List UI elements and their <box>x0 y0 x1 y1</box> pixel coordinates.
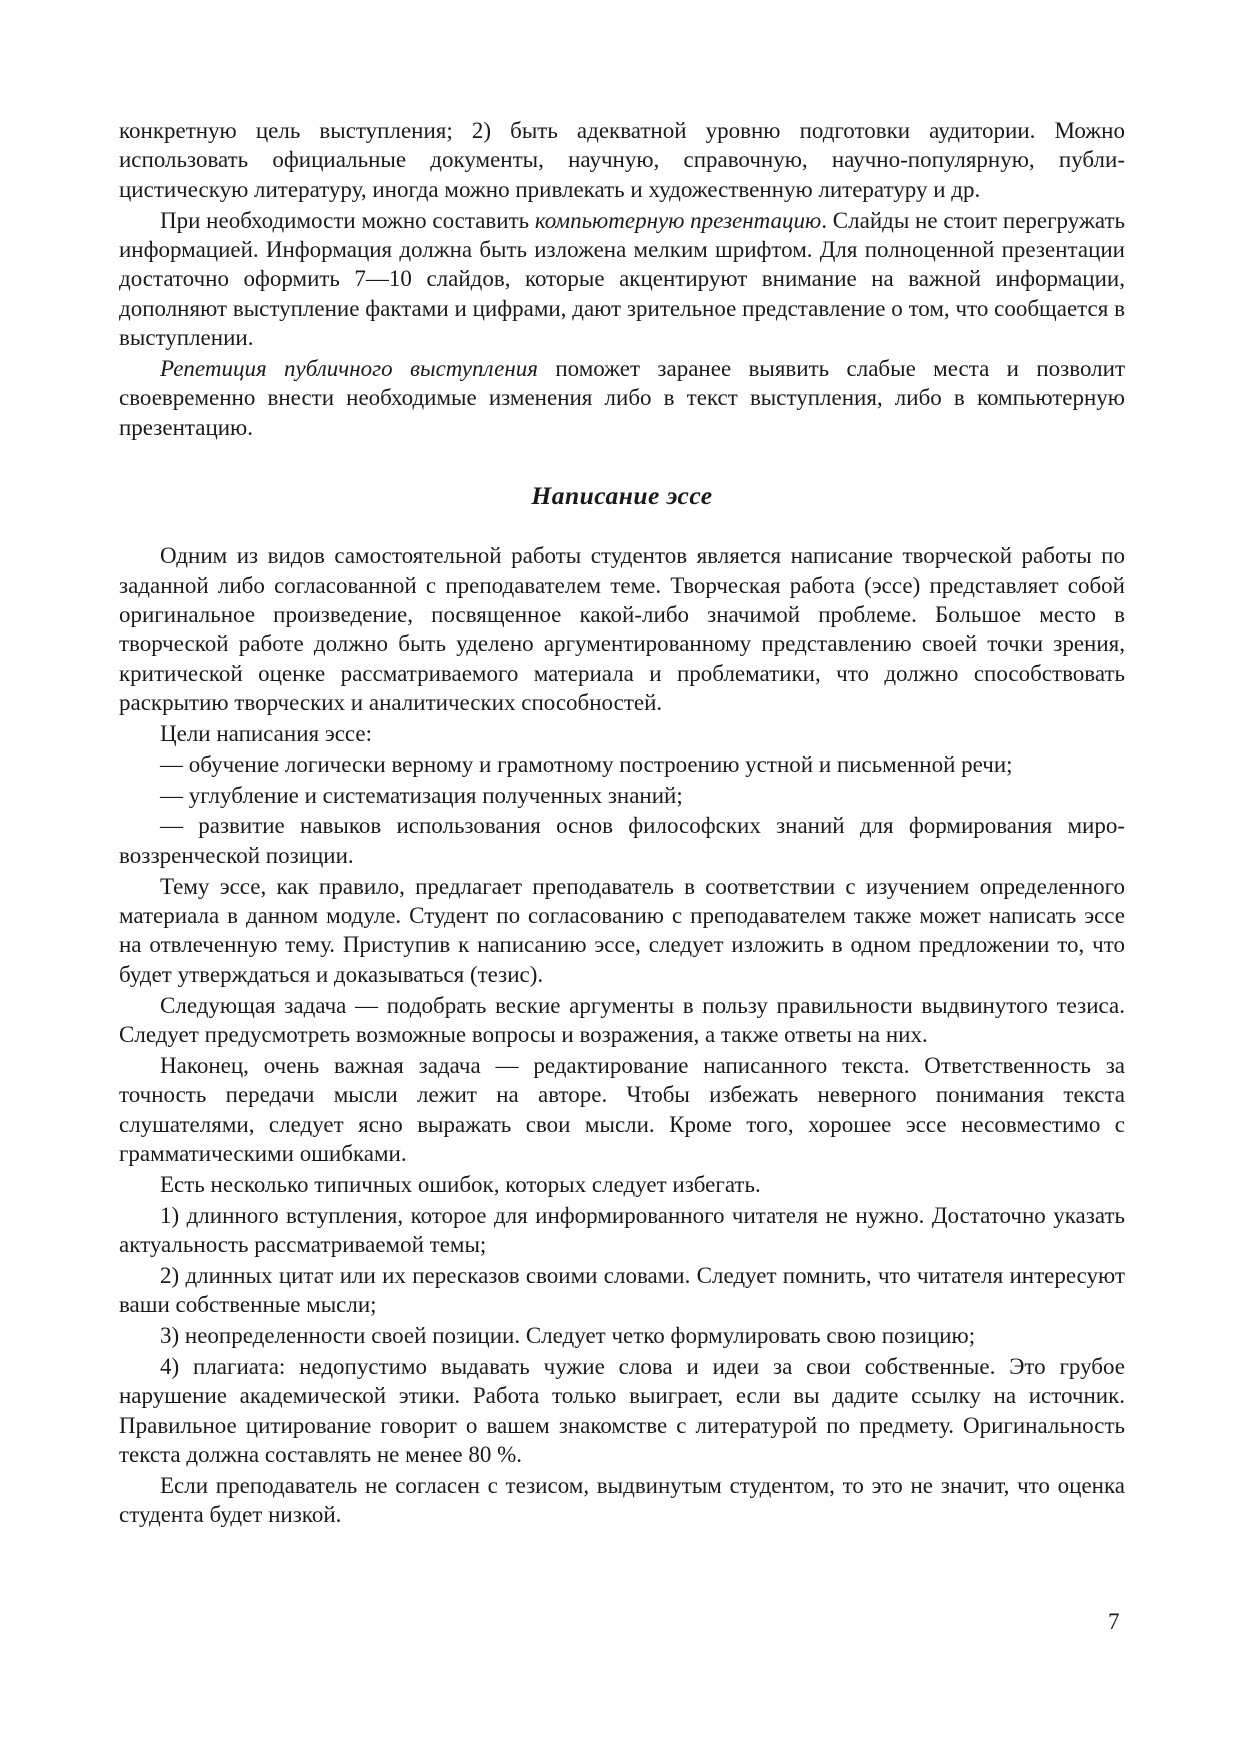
paragraph-presentation <box>119 206 1125 353</box>
essay-goal-item: — обучение логически верному и грамотному построению устной и письменной речи; <box>160 751 1013 777</box>
essay-paragraph-intro: Одним из видов самостоятельной работы студентов является написание творческой работы по заданной либо согласованной с преподавателем теме. Творческая работа (эссе) представляет собой оригинальное произведение, посвященное какой-либо значимой проблеме. Большое место в творческой работе должно быть уделено аргументированному представлению своей точки зрения, критической оценке рассматриваемого материала и проблематики, что должно способствовать раскрытию творческих и аналитических способностей. <box>119 543 1125 716</box>
essay-paragraph-conclusion: Если преподаватель не согласен с тезисом, выдвинутым студентом, то это не значит, что оценка студента будет низкой. <box>119 1472 1125 1528</box>
page-number: 7 <box>1108 1609 1120 1634</box>
paragraph-presentation-rest: . Слайды не стоит перегружать информацией. Информация должна быть изложена мелким шрифтом. Для полноценной презентации достаточно оформить 7—10 слайдов, которые акцентируют внимание на важной информации, дополняют выступление фактами и цифрами, дают зрительное представление о том, что сообщается в выступлении. <box>119 207 1125 351</box>
essay-goal-item: — углубление и систематизация полученных знаний; <box>160 782 683 808</box>
document-page <box>119 116 1125 1531</box>
paragraph-presentation-start: При необходимости можно составить <box>160 207 535 233</box>
essay-goal-item: — развитие навыков использования основ философских знаний для формирования мировоззренческой позиции. <box>119 813 1125 868</box>
essay-mistake-item: 4) плагиата: недопустимо выдавать чужие слова и идеи за свои собственные. Это грубое нарушение академической этики. Работа только выиграет, если вы дадите ссылку на источник. Правильное цитирование говорит о вашем знакомстве с литературой по предмету. Оригинальность текста должна составлять не менее 80 %. <box>119 1353 1125 1468</box>
essay-paragraph-topic: Тему эссе, как правило, предлагает преподаватель в соответствии с изучением определенного материала в данном модуле. Студент по согласованию с преподавателем также может написать эссе на отвлеченную тему. Приступив к написанию эссе, следует изложить в одном предложении то, что будет утверждаться и доказываться (тезис). <box>119 873 1125 987</box>
essay-mistakes-heading: Есть несколько типичных ошибок, которых следует избегать. <box>160 1171 761 1197</box>
essay-paragraph-arguments: Следующая задача — подобрать веские аргументы в пользу правильности выдвинутого тезиса. Следует предусмотреть возможные вопросы и возражения, а также ответы на них. <box>119 992 1125 1048</box>
paragraph-rehearsal-rest: поможет заранее выявить слабые места и позволит своевременно внести необходимые изменения либо в текст выступления, либо в компьютерную презентацию. <box>119 356 1125 440</box>
essay-mistake-item: 1) длинного вступления, которое для информированного читателя не нужно. Достаточно указать актуальность рассматриваемой темы; <box>119 1202 1125 1258</box>
paragraph-rehearsal <box>119 354 1125 442</box>
essay-mistake-item: 3) неопределенности своей позиции. Следует четко формулировать свою позицию; <box>160 1323 976 1349</box>
emphasis-computer-presentation: компьютерную презентацию <box>534 207 822 233</box>
emphasis-rehearsal: Репетиция публичного выступления <box>160 356 538 382</box>
section-title: Написание эссе <box>531 481 713 511</box>
essay-paragraph-editing: Наконец, очень важная задача — редактирование написанного текста. Ответственность за точность передачи мысли лежит на авторе. Чтобы избежать неверного понимания текста слушателями, следует ясно выражать свои мысли. Кроме того, хорошее эссе несовместимо с грамматическими ошибками. <box>119 1052 1125 1167</box>
essay-goals-heading: Цели написания эссе: <box>160 721 372 747</box>
essay-mistake-item: 2) длинных цитат или их пересказов своими словами. Следует помнить, что читателя интересуют ваши собственные мысли; <box>119 1262 1125 1318</box>
paragraph-intro-1: конкретную цель выступления; 2) быть адекватной уровню подготовки аудитории. Можно использовать официальные документы, научную, справочную, научно-популярную, публицистическую литературу, иногда можно привлекать и художественную литературу и др. <box>119 118 1125 202</box>
